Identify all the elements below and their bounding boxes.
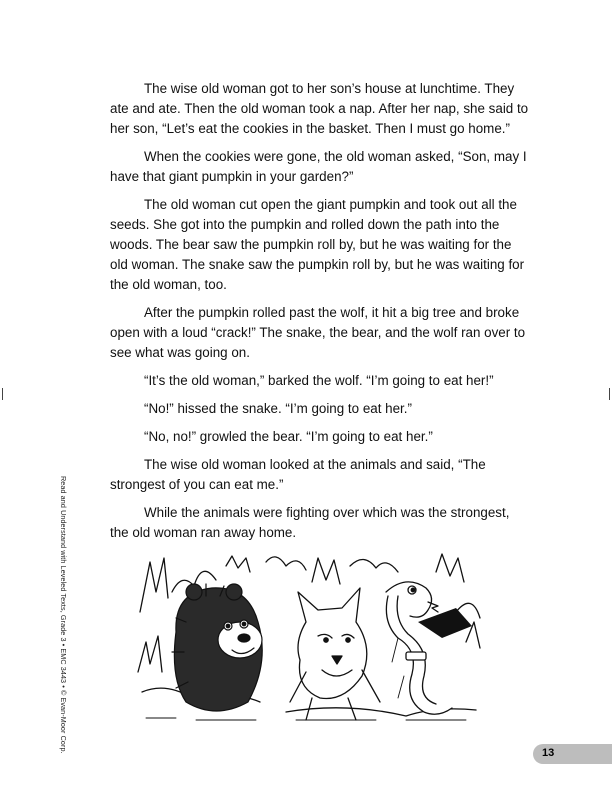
story-text xyxy=(110,79,530,551)
story-paragraph-7: “No, no!” growled the bear. “I’m going to eat her.” xyxy=(144,429,433,444)
wolf-icon xyxy=(290,588,380,720)
snake-icon xyxy=(386,582,452,714)
story-paragraph-2: When the cookies were gone, the old woman asked, “Son, may I have that giant pumpkin in your garden?” xyxy=(110,149,527,184)
story-paragraph-3: The old woman cut open the giant pumpkin and took out all the seeds. She got into the pumpkin and rolled down the path into the woods. The bear saw the pumpkin roll by, but he was waiting for the old woman. The snake saw the pumpkin roll by, but he was waiting for the old woman, too. xyxy=(110,197,525,292)
page-number-tab xyxy=(533,744,612,764)
forest-animals-illustration xyxy=(136,552,481,722)
crop-mark-left xyxy=(2,388,3,400)
crop-mark-right xyxy=(609,388,610,400)
story-paragraph-1: The wise old woman got to her son’s house at lunchtime. They ate and ate. Then the old woman took a nap. After her nap, she said to her son, “Let’s eat the cookies in the basket. Then I must go home.” xyxy=(110,81,529,136)
story-paragraph-5: “It’s the old woman,” barked the wolf. “I’m going to eat her!” xyxy=(144,373,494,388)
story-paragraph-6: “No!” hissed the snake. “I’m going to eat her.” xyxy=(144,401,412,416)
bear-icon xyxy=(172,584,262,711)
page-number: 13 xyxy=(542,747,555,759)
story-paragraph-8: The wise old woman looked at the animals and said, “The strongest of you can eat me.” xyxy=(110,457,486,492)
story-paragraph-4: After the pumpkin rolled past the wolf, it hit a big tree and broke open with a loud “crack!” The snake, the bear, and the wolf ran over to see what was going on. xyxy=(110,305,526,360)
story-paragraph-9: While the animals were fighting over which was the strongest, the old woman ran away home. xyxy=(110,505,510,540)
publisher-credit: Read and Understand with Leveled Texts, Grade 3 • EMC 3443 • © Evan-Moor Corp. xyxy=(59,476,68,754)
